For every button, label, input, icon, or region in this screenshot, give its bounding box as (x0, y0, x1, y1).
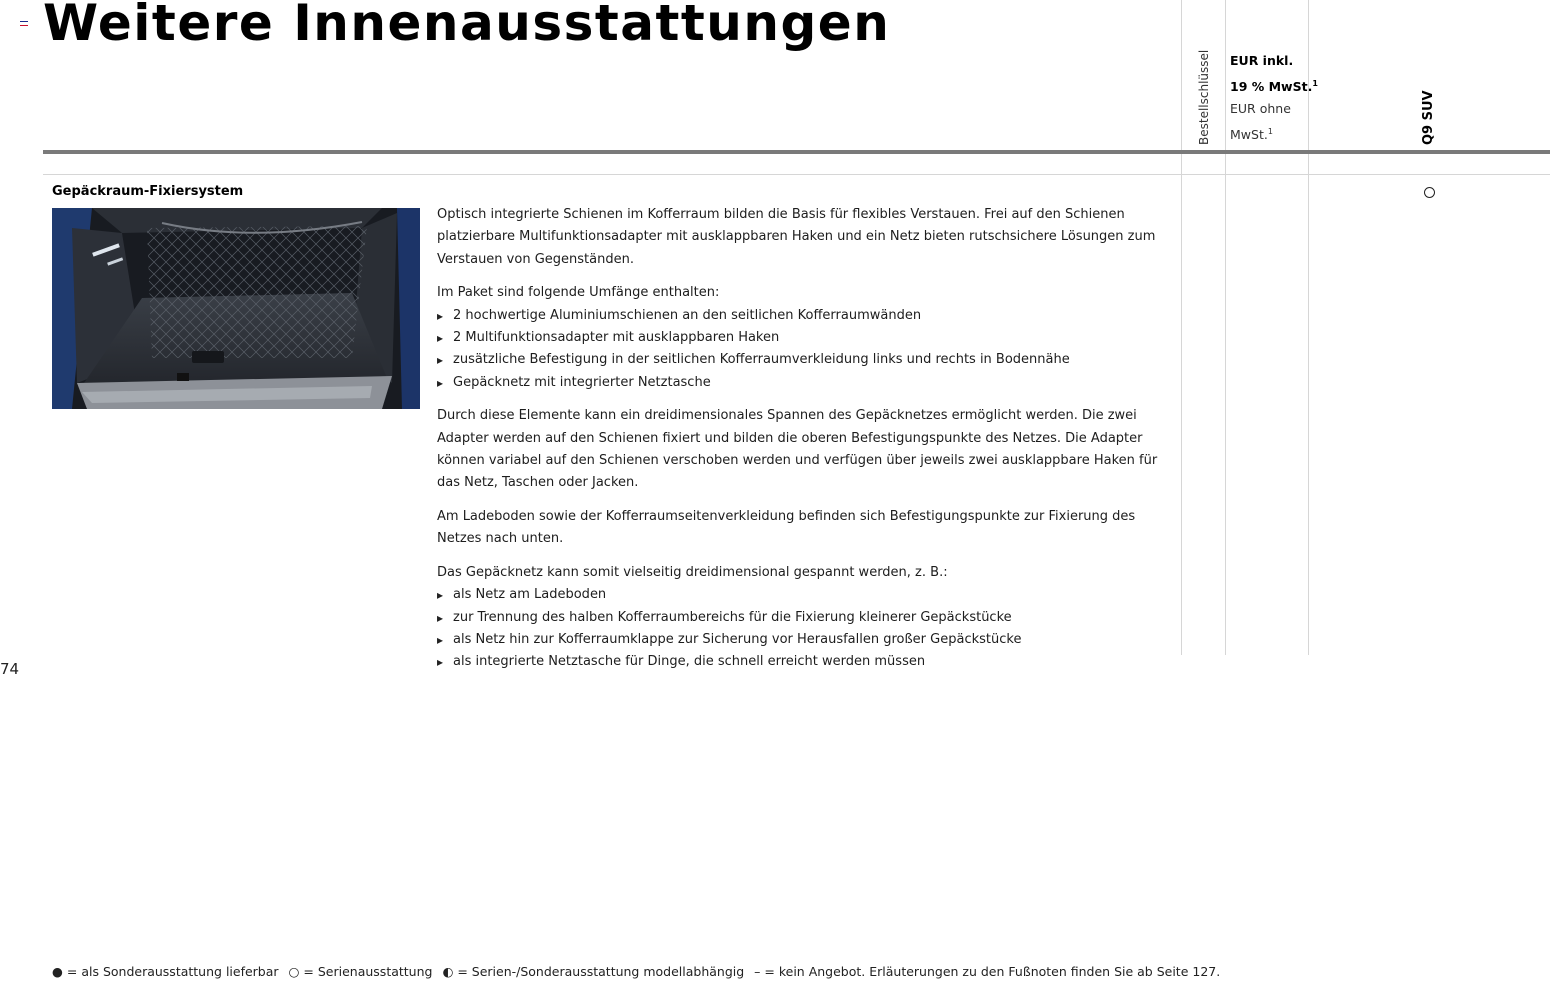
column-header-price (1230, 50, 1318, 146)
row-rule (43, 174, 1550, 175)
column-divider (1181, 0, 1182, 655)
page-title: Weitere Innenausstattungen (43, 0, 891, 52)
trunk-net-photo (52, 208, 420, 409)
list-intro: Im Paket sind folgende Umfänge enthalten: (437, 285, 720, 301)
list-item: ▸ zusätzliche Befestigung in der seitlichen Kofferraumverkleidung links und rechts in Bodennähe (437, 349, 1177, 371)
legend (52, 964, 1226, 979)
price-header-line: MwSt.$^1$ (1230, 126, 1273, 142)
list-item: ▸ als Netz am Ladeboden (437, 584, 1177, 606)
feature-description (437, 204, 1177, 685)
paragraph: Am Ladeboden sowie der Kofferraumseitenverkleidung befinden sich Befestigungspunkte zur Fixierung des Netzes nach unten. (437, 508, 1136, 547)
bullet-list (437, 305, 1177, 395)
legend-item: – = kein Angebot. Erläuterungen zu den Fußnoten finden Sie ab Seite 127. (754, 964, 1221, 979)
price-header-line: EUR ohne (1230, 101, 1291, 117)
column-header-order-key: Bestellschlüssel (1197, 49, 1211, 145)
price-header-line: EUR inkl. (1230, 53, 1294, 68)
legend-item: ◐ = Serien-/Sonderausstattung modellabhängig (442, 964, 745, 979)
page-number: 74 (0, 660, 20, 678)
row-title: Gepäckraum-Fixiersystem (52, 184, 244, 199)
paragraph: Optisch integrierte Schienen im Kofferraum bilden die Basis für flexibles Verstauen. Frei auf den Schienen platzierbare Multifunktionsadapter mit ausklappbaren Haken und ein Netz bieten rutschsichere Lösungen zum Verstauen von Gegenständen. (437, 207, 1156, 267)
column-header-model: Q9 SUV (1421, 90, 1436, 145)
paragraph: Durch diese Elemente kann ein dreidimensionales Spannen des Gepäcknetzes ermöglicht werden. Die zwei Adapter werden auf den Schienen fixiert und bilden die oberen Befestigungspunkte des Netzes. Die Adapter können variabel auf den Schienen verschoben werden und verfügen über jeweils zwei ausklappbare Haken für das Netz, Taschen oder Jacken. (437, 408, 1158, 491)
list-item: ▸ 2 hochwertige Aluminiumschienen an den seitlichen Kofferraumwänden (437, 305, 1177, 327)
legend-item: ○ = Serienausstattung (288, 964, 433, 979)
open-circle-icon (1424, 187, 1435, 198)
flag-icon (20, 21, 28, 28)
list-item: ▸ 2 Multifunktionsadapter mit ausklappbaren Haken (437, 327, 1177, 349)
header-rule (43, 150, 1550, 154)
price-header-line: 19 % MwSt.$^1$ (1230, 78, 1318, 94)
list-intro: Das Gepäcknetz kann somit vielseitig dreidimensional gespannt werden, z. B.: (437, 564, 948, 580)
column-divider (1225, 0, 1226, 655)
legend-item: ● = als Sonderausstattung lieferbar (52, 964, 279, 979)
list-item: ▸ als Netz hin zur Kofferraumklappe zur Sicherung vor Herausfallen großer Gepäckstücke (437, 629, 1177, 651)
bullet-list (437, 584, 1177, 674)
list-item: ▸ als integrierte Netztasche für Dinge, die schnell erreicht werden müssen (437, 651, 1177, 673)
list-item: ▸ zur Trennung des halben Kofferraumbereichs für die Fixierung kleinerer Gepäckstücke (437, 607, 1177, 629)
list-item: ▸ Gepäcknetz mit integrierter Netztasche (437, 372, 1177, 394)
